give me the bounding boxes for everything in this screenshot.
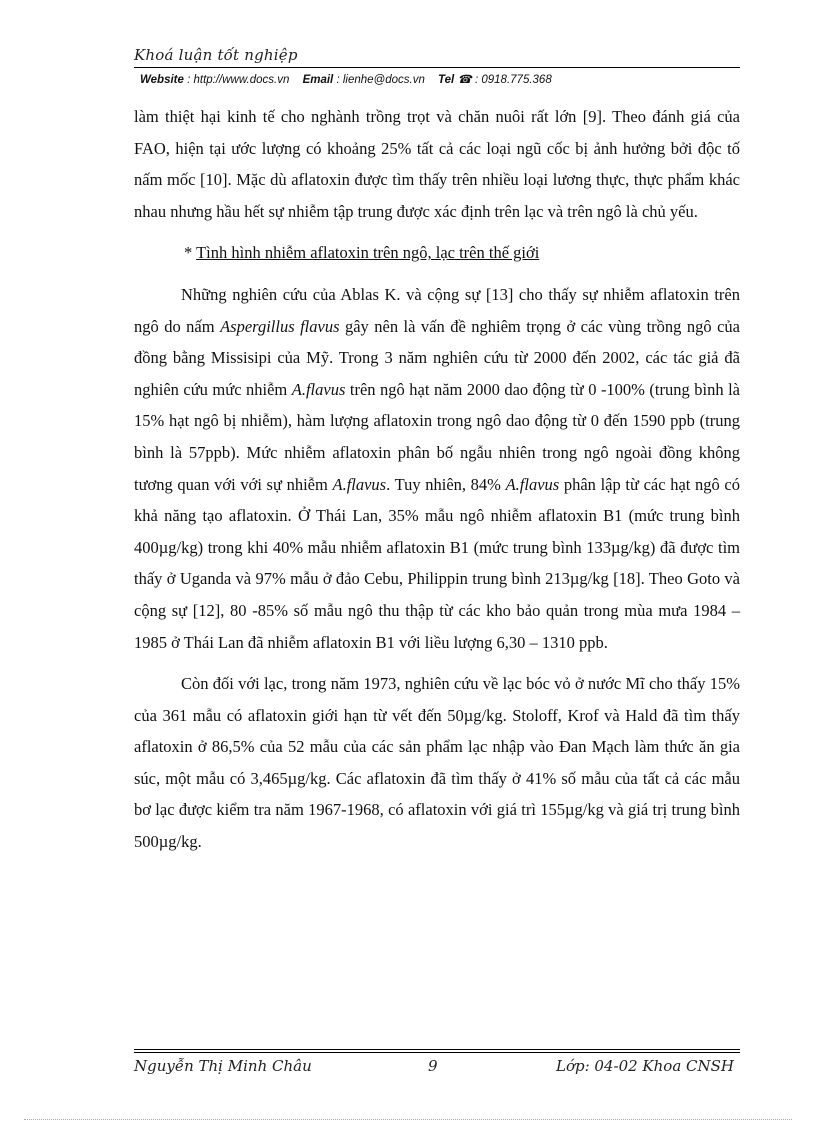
footer-page-number: 9 [428, 1057, 438, 1075]
header-rule [134, 67, 740, 68]
paragraph-2 [134, 279, 740, 658]
paragraph-3: Còn đối với lạc, trong năm 1973, nghiên cứu về lạc bóc vỏ ở nước Mĩ cho thấy 15% của 361 mẫu có aflatoxin giới hạn từ vết đến 50µg/kg. Stoloff, Krof và Hald đã tìm thấy aflatoxin ở 86,5% của 52 mẫu của các sản phẩm lạc nhập vào Đan Mạch làm thức ăn gia súc, một mẫu có 3,465µg/kg. Các aflatoxin đã tìm thấy ở 41% số mẫu của tất cả các mẫu bơ lạc được kiểm tra năm 1967-1968, có aflatoxin với giá trì 155µg/kg và giá trị trung bình 500µg/kg. [134, 674, 740, 852]
footer-rule-top [134, 1049, 740, 1050]
paragraph-1: làm thiệt hại kinh tế cho nghành trồng trọt và chăn nuôi rất lớn [9]. Theo đánh giá của FAO, hiện tại ước lượng có khoảng 25% tất cả các loại ngũ cốc bị ảnh hưởng bởi độc tố nấm mốc [10]. Mặc dù aflatoxin được tìm thấy trên nhiều loại lương thực, thực phẩm khác nhau nhưng hầu hết sự nhiễm tập trung được xác định trên lạc và trên ngô là chủ yếu. [134, 107, 740, 221]
p2-text-a: Những nghiên cứu của Ablas K. và cộng sự [13] cho thấy sự nhiễm aflatoxin trên ngô do nấm [134, 284, 740, 336]
p2-text-b: gây nên là vấn đề nghiêm trọng ở các vùng trồng ngô của đồng bằng Missisipi của Mỹ. Trong 3 năm nghiên cứu từ 2000 đến 2002, các tác giả đã nghiên cứu mức nhiễm [134, 316, 740, 399]
header-contact [140, 72, 552, 86]
phone-icon: ☎ [457, 74, 472, 86]
footer-author: Nguyễn Thị Minh Châu [134, 1057, 312, 1075]
heading-bullet: * [184, 243, 197, 263]
footer-rule-bottom [134, 1052, 740, 1053]
body-text [134, 101, 740, 858]
p2-text-d: . Tuy nhiên, 84% [386, 474, 506, 494]
footer-class-info: Lớp: 04-02 Khoa CNSH [556, 1057, 734, 1075]
tel-value: : 0918.775.368 [474, 74, 552, 86]
species-abbrev: A.flavus [291, 379, 346, 399]
p2-text-e: phân lập từ các hạt ngô có khả năng tạo aflatoxin. Ở Thái Lan, 35% mẫu ngô nhiễm aflatoxin B1 (mức trung bình 400µg/kg) trong khi 40% mẫu nhiễm aflatoxin B1 (mức trung bình 133µg/kg) đã được tìm thấy ở Uganda và 97% mẫu ở đảo Cebu, Philippin trung bình 213µg/kg [18]. Theo Goto và cộng sự [12], 80 -85% số mẫu ngô thu thập từ các kho bảo quản trong mùa mưa 1984 – 1985 ở Thái Lan đã nhiễm aflatoxin B1 với liều lượng 6,30 – 1310 ppb. [134, 474, 740, 652]
tel-label: Tel [438, 74, 455, 86]
species-name: Aspergillus flavus [220, 316, 340, 336]
page-break-line [24, 1119, 792, 1120]
species-abbrev: A.flavus [505, 474, 560, 494]
header-title: Khoá luận tốt nghiệp [134, 46, 298, 64]
section-heading [134, 237, 740, 269]
heading-text: Tình hình nhiễm aflatoxin trên ngô, lạc trên thế giới [196, 243, 540, 263]
email-value[interactable]: : lienhe@docs.vn [336, 74, 425, 86]
email-label: Email [302, 74, 334, 86]
p2-text-c: trên ngô hạt năm 2000 dao động từ 0 -100% (trung bình là 15% hạt ngô bị nhiễm), hàm lượng aflatoxin trong ngô dao động từ 0 đến 1590 ppb (trung bình là 57ppb). Mức nhiễm aflatoxin phân bố ngẫu nhiên trong ngô ngoài đồng không tương quan với với sự nhiễm [134, 379, 740, 494]
website-label: Website [140, 74, 184, 86]
website-value[interactable]: : http://www.docs.vn [187, 74, 290, 86]
species-abbrev: A.flavus [332, 474, 387, 494]
